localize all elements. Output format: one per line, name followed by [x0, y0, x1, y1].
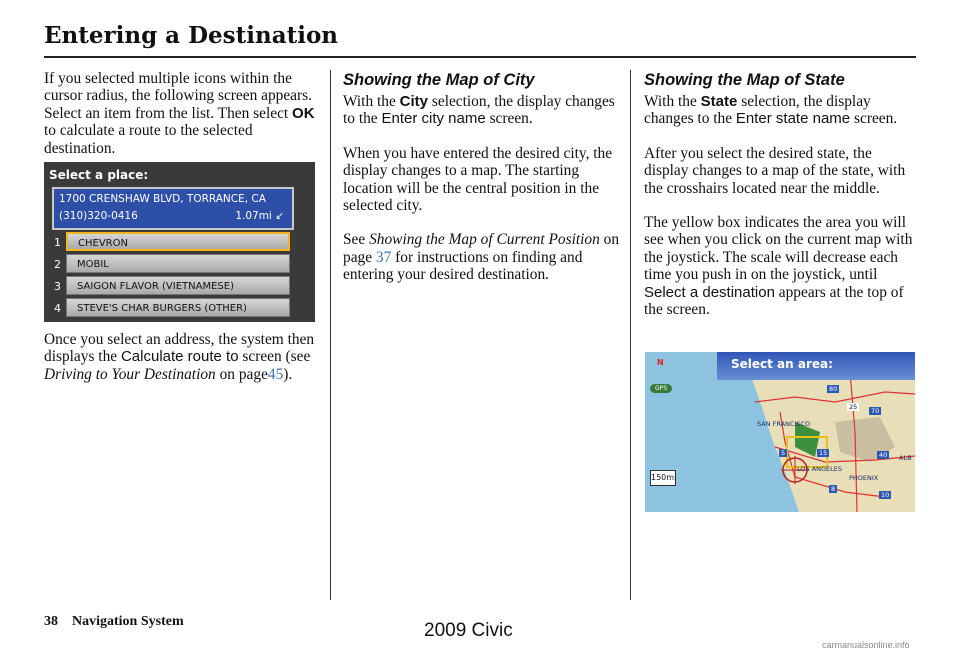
state-paragraph-2: After you select the desired state, the display changes to a map of the state, with the crosshairs located near the middle. [644, 144, 906, 197]
route-shield-80: 80 [829, 385, 838, 393]
state-p3-a: The yellow box indicates the area you will see when you click on the current map with the joystick. The scale will decrease each time you push in on the joystick, until [644, 214, 913, 284]
place-item-saigon-flavor[interactable]: SAIGON FLAVOR (VIETNAMESE) [66, 276, 290, 295]
city-p1-c: screen. [489, 110, 533, 128]
route-shield-25: 25 [849, 403, 858, 411]
driving-ref: Driving to Your Destination [44, 365, 216, 383]
route-shield-5: 5 [781, 449, 786, 457]
select-place-screenshot [44, 162, 315, 322]
city-label-san-francisco: SAN FRANCISCO [757, 420, 811, 428]
after-c-text: on page [219, 365, 268, 383]
column-3 [644, 70, 920, 335]
item-number: 3 [54, 280, 61, 293]
column-2 [343, 70, 621, 301]
column-divider-2 [630, 70, 631, 600]
gps-icon: GPS [650, 384, 672, 393]
place-item-chevron[interactable]: CHEVRON [66, 232, 290, 251]
item-number: 2 [54, 258, 61, 271]
map-scale-label: 150mi [650, 470, 676, 486]
select-destination-label: Select a destination [644, 283, 775, 301]
state-paragraph-1 [644, 93, 920, 128]
after-b-text: screen (see [242, 348, 311, 366]
ok-label: OK [292, 104, 315, 122]
city-p3-c: for instructions on finding and entering your desired destination. [343, 248, 583, 284]
state-p1-c: screen. [854, 110, 898, 128]
state-p1-a: With the [644, 93, 697, 110]
city-label-phoenix: PHOENIX [849, 474, 879, 482]
state-p3-b: appears at the top of the screen. [644, 283, 904, 319]
place-item-steves-char-burgers[interactable]: STEVE'S CHAR BURGERS (OTHER) [66, 298, 290, 317]
intro-paragraph [44, 70, 319, 157]
address-text: 1700 CRENSHAW BLVD, TORRANCE, CA [59, 193, 266, 205]
route-shield-10: 10 [881, 491, 890, 499]
enter-city-name-label: Enter city name [381, 110, 486, 128]
city-paragraph-1 [343, 93, 621, 128]
after-select-paragraph [44, 331, 319, 383]
intro-end-text: to calculate a route to the selected destination. [44, 122, 253, 157]
state-p1-b: selection, the display changes to the [644, 93, 871, 128]
phone-text: (310)320-0416 [59, 210, 138, 222]
model-label: 2009 Civic [424, 620, 513, 641]
route-shield-15: 15 [819, 449, 828, 457]
route-shield-8: 8 [831, 485, 836, 493]
state-paragraph-3 [644, 214, 920, 318]
page-37-link[interactable]: 37 [375, 248, 392, 266]
footer [44, 614, 184, 630]
north-compass-icon: N [657, 358, 664, 367]
city-p1-a: With the [343, 93, 396, 110]
city-paragraph-2: When you have entered the desired city, the display changes to a map. The starting location will be the central position in the selected city. [343, 144, 613, 215]
city-paragraph-3 [343, 231, 621, 283]
item-number: 1 [54, 236, 61, 249]
distance-text: 1.07mi ↙ [235, 210, 284, 222]
enter-state-name-label: Enter state name [735, 110, 851, 128]
column-1-lower [44, 331, 319, 400]
select-area-header: Select an area: [731, 357, 833, 371]
section-name: Navigation System [72, 614, 184, 629]
select-area-map-screenshot [645, 352, 915, 512]
column-divider-1 [330, 70, 331, 600]
page-title: Entering a Destination [44, 22, 339, 49]
place-item-mobil[interactable]: MOBIL [66, 254, 290, 273]
city-label-alb: ALB [899, 454, 912, 462]
state-label: State [700, 93, 738, 110]
city-map-heading: Showing the Map of City [343, 71, 535, 89]
state-map-heading: Showing the Map of State [644, 71, 845, 89]
item-number: 4 [54, 302, 61, 315]
address-box [52, 187, 294, 230]
city-label-los-angeles: LOS ANGELES [797, 465, 843, 473]
title-rule [44, 56, 916, 58]
calculate-route-label: Calculate route to [120, 348, 239, 366]
watermark: carmanualsonline.info [822, 640, 910, 650]
column-1 [44, 70, 319, 174]
city-p3-a: See [343, 231, 366, 249]
city-p1-b: selection, the display changes to the [343, 93, 615, 128]
route-shield-70: 70 [871, 407, 880, 415]
city-label: City [399, 93, 429, 110]
city-p3-b: on page [343, 231, 620, 266]
route-shield-40: 40 [879, 451, 888, 459]
page-number: 38 [44, 614, 58, 629]
current-position-ref: Showing the Map of Current Position [369, 231, 600, 249]
select-place-header: Select a place: [49, 168, 149, 182]
after-d-text: ). [283, 365, 293, 383]
intro-text: If you selected multiple icons within the cursor radius, the following screen appears. Select an item from the list. Then select [44, 70, 312, 122]
page-45-link[interactable]: 45 [267, 365, 284, 383]
after-a-text: Once you select an address, the system then displays the [44, 331, 315, 366]
